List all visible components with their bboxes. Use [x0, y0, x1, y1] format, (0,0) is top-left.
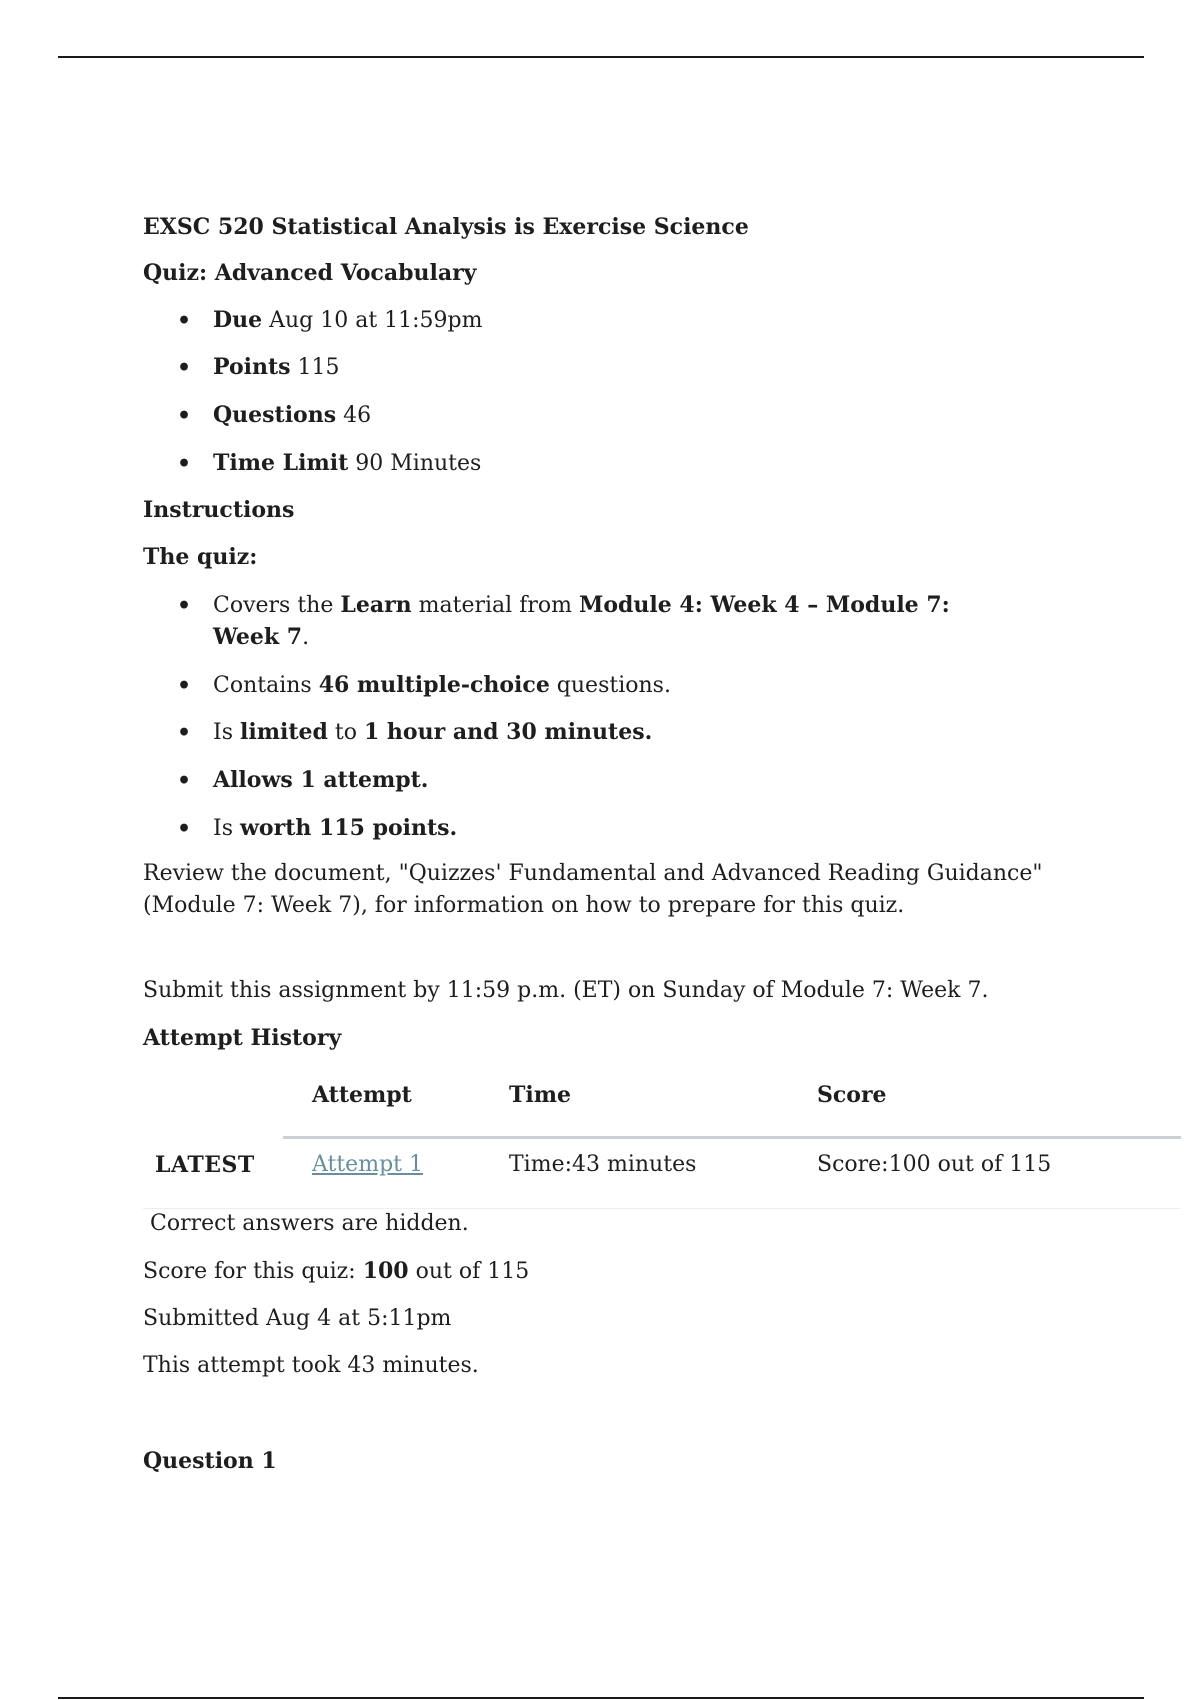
- rule-attempts: • Allows 1 attempt.: [177, 767, 429, 794]
- attempt-history-heading: Attempt History: [143, 1025, 342, 1051]
- attempt-score: Score:100 out of 115: [817, 1152, 1052, 1177]
- table-divider-gap: [143, 1136, 283, 1139]
- attempt-duration: This attempt took 43 minutes.: [143, 1353, 479, 1378]
- submitted-date: Submitted Aug 4 at 5:11pm: [143, 1306, 452, 1331]
- bullet-icon: •: [177, 451, 192, 477]
- quiz-score-value: 100: [362, 1258, 409, 1284]
- column-header-time: Time: [509, 1082, 572, 1108]
- table-header-divider: [143, 1136, 1181, 1139]
- bullet-icon: •: [177, 673, 192, 699]
- bullet-icon: •: [177, 593, 192, 619]
- column-header-attempt: Attempt: [312, 1082, 412, 1108]
- review-paragraph: Review the document, "Quizzes' Fundamental and Advanced Reading Guidance" (Module 7: Week 7), for information on how to prepare for this quiz.: [143, 861, 1043, 918]
- correct-answers-note: Correct answers are hidden.: [150, 1211, 469, 1236]
- bullet-icon: •: [177, 768, 192, 794]
- detail-time-limit: • Time Limit 90 Minutes: [177, 450, 482, 477]
- bullet-icon: •: [177, 720, 192, 746]
- detail-due: • Due Aug 10 at 11:59pm: [177, 307, 483, 334]
- bullet-icon: •: [177, 308, 192, 334]
- question-heading: Question 1: [143, 1448, 277, 1474]
- detail-points: • Points 115: [177, 354, 340, 381]
- detail-questions: • Questions 46: [177, 402, 372, 429]
- bullet-icon: •: [177, 816, 192, 842]
- submit-instructions: Submit this assignment by 11:59 p.m. (ET) on Sunday of Module 7: Week 7.: [143, 978, 989, 1003]
- attempt-link[interactable]: Attempt 1: [312, 1152, 423, 1177]
- bullet-icon: •: [177, 403, 192, 429]
- quiz-score-line: Score for this quiz: 100 out of 115: [143, 1258, 530, 1284]
- top-rule: [58, 56, 1144, 58]
- table-bottom-border: [143, 1208, 1181, 1209]
- rule-covers-cont: Week 7.: [213, 624, 310, 650]
- latest-badge: LATEST: [155, 1152, 255, 1178]
- the-quiz-heading: The quiz:: [143, 544, 258, 570]
- bottom-rule: [58, 1697, 1144, 1699]
- instructions-heading: Instructions: [143, 497, 295, 523]
- rule-worth: • Is worth 115 points.: [177, 815, 458, 842]
- course-title: EXSC 520 Statistical Analysis is Exercise Science: [143, 214, 749, 240]
- rule-covers: • Covers the Learn material from Module 4: Week 4 – Module 7:: [177, 592, 950, 619]
- quiz-title: Quiz: Advanced Vocabulary: [143, 260, 477, 286]
- column-header-score: Score: [817, 1082, 887, 1108]
- rule-contains: • Contains 46 multiple-choice questions.: [177, 672, 671, 699]
- attempt-time: Time:43 minutes: [509, 1152, 697, 1177]
- bullet-icon: •: [177, 355, 192, 381]
- rule-limited: • Is limited to 1 hour and 30 minutes.: [177, 719, 653, 746]
